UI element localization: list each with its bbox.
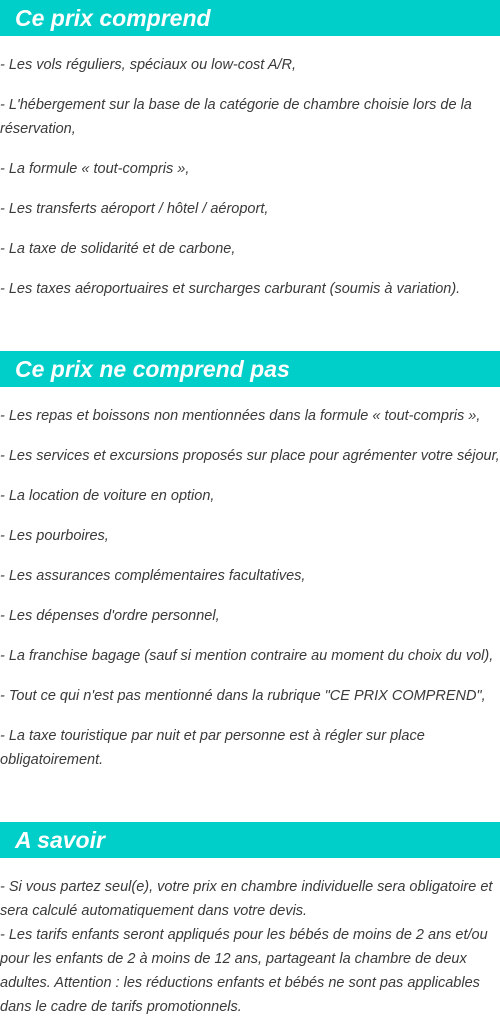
list-item: - La formule « tout-compris »,: [0, 161, 190, 177]
list-item: - Les vols réguliers, spéciaux ou low-cost A/R,: [0, 57, 297, 73]
info-paragraph: - Si vous partez seul(e), votre prix en chambre individuelle sera obligatoire et sera calculé automatiquement dans votre devis.: [0, 879, 493, 919]
list-item: - Les dépenses d'ordre personnel,: [0, 608, 220, 624]
list-item: - La franchise bagage (sauf si mention contraire au moment du choix du vol),: [0, 648, 494, 664]
list-item: - Les taxes aéroportuaires et surcharges carburant (soumis à variation).: [0, 281, 461, 297]
list-item: - Tout ce qui n'est pas mentionné dans la rubrique "CE PRIX COMPREND",: [0, 688, 486, 704]
section-title-included: Ce prix comprend: [0, 0, 500, 36]
section-good-to-know: [0, 822, 500, 1019]
section-title-not-included: Ce prix ne comprend pas: [0, 351, 500, 387]
included-list: [0, 53, 500, 301]
section-included: [0, 0, 500, 317]
list-item: - Les services et excursions proposés sur place pour agrémenter votre séjour,: [0, 448, 500, 464]
list-item: - L'hébergement sur la base de la catégorie de chambre choisie lors de la réservation,: [0, 97, 472, 137]
list-item: - La taxe de solidarité et de carbone,: [0, 241, 236, 257]
info-paragraph: - Les tarifs enfants seront appliqués pour les bébés de moins de 2 ans et/ou pour les enfants de 2 à moins de 12 ans, partageant la chambre de deux adultes. Attention : les réductions enfants et bébés ne sont pas applicables dans le cadre de tarifs promotionnels.: [0, 927, 488, 1015]
list-item: - Les assurances complémentaires facultatives,: [0, 568, 306, 584]
list-item: - Les repas et boissons non mentionnées dans la formule « tout-compris »,: [0, 408, 481, 424]
good-to-know-text: [0, 875, 500, 1019]
list-item: - Les pourboires,: [0, 528, 109, 544]
section-title-good-to-know: A savoir: [0, 822, 500, 858]
list-item: - La location de voiture en option,: [0, 488, 215, 504]
section-not-included: [0, 351, 500, 788]
list-item: - La taxe touristique par nuit et par personne est à régler sur place obligatoirement.: [0, 728, 425, 768]
list-item: - Les transferts aéroport / hôtel / aéroport,: [0, 201, 269, 217]
not-included-list: [0, 404, 500, 772]
